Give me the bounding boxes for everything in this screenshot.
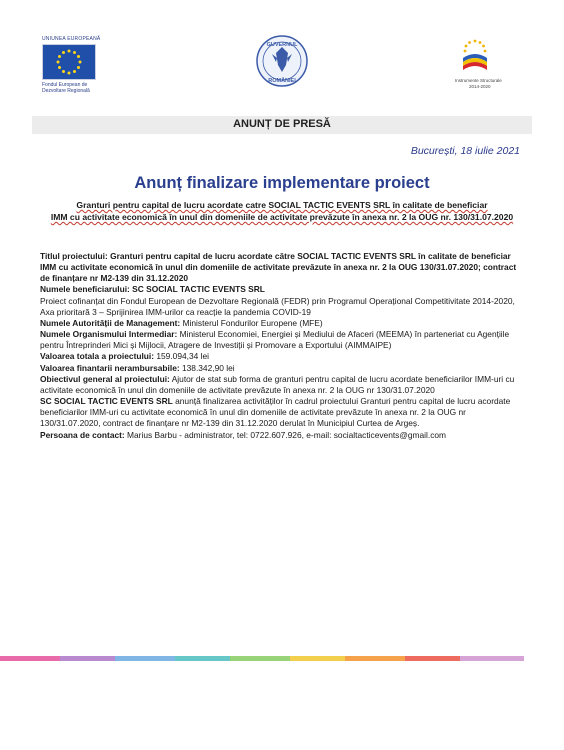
eu-fund-line2: Dezvoltare Regională xyxy=(42,88,90,94)
announcement-subtitle xyxy=(50,199,514,223)
eu-logo xyxy=(42,36,122,94)
total-value-row xyxy=(40,351,525,362)
nonrefundable-row xyxy=(40,363,525,374)
color-stripe-footer xyxy=(0,656,564,661)
intermediary-value: Ministerul Economiei, Energiei și Mediului de Afaceri (MEEMA) în parteneriat cu Agențiile pentru Întreprinderi Mici și Mijlocii, Atragere de Investiții și Promovare a Exportului (AIMMAIPE) xyxy=(40,329,510,351)
is-line1: Instrumente Structurale xyxy=(455,78,502,83)
structural-instruments-logo xyxy=(455,36,525,89)
eu-top-label: UNIUNEA EUROPEANĂ xyxy=(42,36,101,42)
intermediary-row xyxy=(40,329,525,351)
is-line2: 2014-2020 xyxy=(469,83,491,89)
beneficiary-value: SC SOCIAL TACTIC EVENTS SRL xyxy=(132,284,265,295)
total-value-label: Valoarea totala a proiectului: xyxy=(40,351,155,362)
intermediary-label: Numele Organismului Intermediar: xyxy=(40,329,178,340)
gov-line1-text: GUVERNUL xyxy=(266,42,298,48)
management-label: Numele Autorității de Management: xyxy=(40,317,181,328)
objective-value: Ajutor de stat sub forma de granturi pentru capital de lucru acordate beneficiarilor IMM-uri cu activitate economică în unul din domeniile de activitate prevăzute în anexa nr. 2 la OUG nr 130/31.07.2020 xyxy=(40,373,515,395)
company-statement-row xyxy=(40,396,525,429)
management-row xyxy=(40,318,525,329)
contact-value: Marius Barbu - administrator, tel: 0722.607.926, e-mail: socialtacticevents@gmail.com xyxy=(127,429,447,440)
project-details xyxy=(40,251,525,441)
eu-fund-label xyxy=(42,82,122,94)
eu-flag-icon xyxy=(42,44,96,80)
company-name: SC SOCIAL TACTIC EVENTS SRL xyxy=(40,396,173,407)
objective-label: Obiectivul general al proiectului: xyxy=(40,373,170,384)
government-seal-icon xyxy=(255,34,309,88)
project-title-row: Titlul proiectului: Granturi pentru capital de lucru acordate către SOCIAL TACTIC EVENTS SRL în calitate de beneficiar IMM cu activitate economică în unul din domeniile de activitate prevăzute în anexa nr. 2 la OUG 130/31.07.2020; contract de finanțare nr M2-139 din 31.12.2020 xyxy=(40,251,517,284)
nonrefundable-label: Valoarea finantarii nerambursabile: xyxy=(40,362,180,373)
contact-row xyxy=(40,430,525,441)
press-date: București, 18 iulie 2021 xyxy=(410,145,520,157)
project-title-label: Titlul proiectului xyxy=(40,251,105,261)
beneficiary-row xyxy=(40,284,525,295)
gov-line2-text: ROMÂNIEI xyxy=(268,78,296,84)
project-title-value: Granturi pentru capital de lucru acordate către SOCIAL TACTIC EVENTS SRL în calitate de beneficiar IMM cu activitate economică în unul din domeniile de activitate prevăzute în anexa nr. 2 la OUG 130/31.07.2020; contract de finanțare nr M2-139 din 31.12.2020 xyxy=(40,251,517,284)
nonrefundable-value: 138.342,90 lei xyxy=(181,362,235,373)
header-logos xyxy=(0,30,564,100)
contact-label: Persoana de contact: xyxy=(40,429,125,440)
objective-row xyxy=(40,374,525,396)
subtitle-line2: IMM cu activitate economică în unul din domeniile de activitate prevăzute în anexa nr. 2 la OUG nr. 130/31.07.2020 xyxy=(50,212,514,222)
management-value: Ministerul Fondurilor Europene (MFE) xyxy=(182,317,323,328)
structural-instruments-icon xyxy=(455,36,495,72)
cofinance-row: Proiect cofinanțat din Fondul European de Dezvoltare Regională (FEDR) prin Programul Operațional Competitivitate 2014-2020, Axa prioritară 3 – Sprijinirea IMM-urilor ca reacție la pandemia COVID-19 xyxy=(40,295,515,317)
eu-fund-line1: Fondul European de xyxy=(42,82,88,88)
total-value: 159.094,34 lei xyxy=(156,351,209,362)
subtitle-line1: Granturi pentru capital de lucru acordate catre SOCIAL TACTIC EVENTS SRL în calitate de beneficiar xyxy=(76,200,488,210)
press-title: ANUNȚ DE PRESĂ xyxy=(233,118,331,130)
announcement-title: Anunț finalizare implementare proiect xyxy=(134,174,430,192)
beneficiary-label: Numele beneficiarului: xyxy=(40,284,130,295)
structural-instruments-label xyxy=(455,78,525,89)
company-statement: anunță finalizarea activităților în cadrul proiectului Granturi pentru capital de lucru acordate beneficiarilor IMM-uri cu activitate economică în unul din domeniile de activitate prevăzute în anexa nr. 2 la OUG nr 130/31.07.2020, contract de finanțare nr M2-139 din 31.12.2020 derulat în Municipiul Curtea de Argeș. xyxy=(40,396,511,429)
